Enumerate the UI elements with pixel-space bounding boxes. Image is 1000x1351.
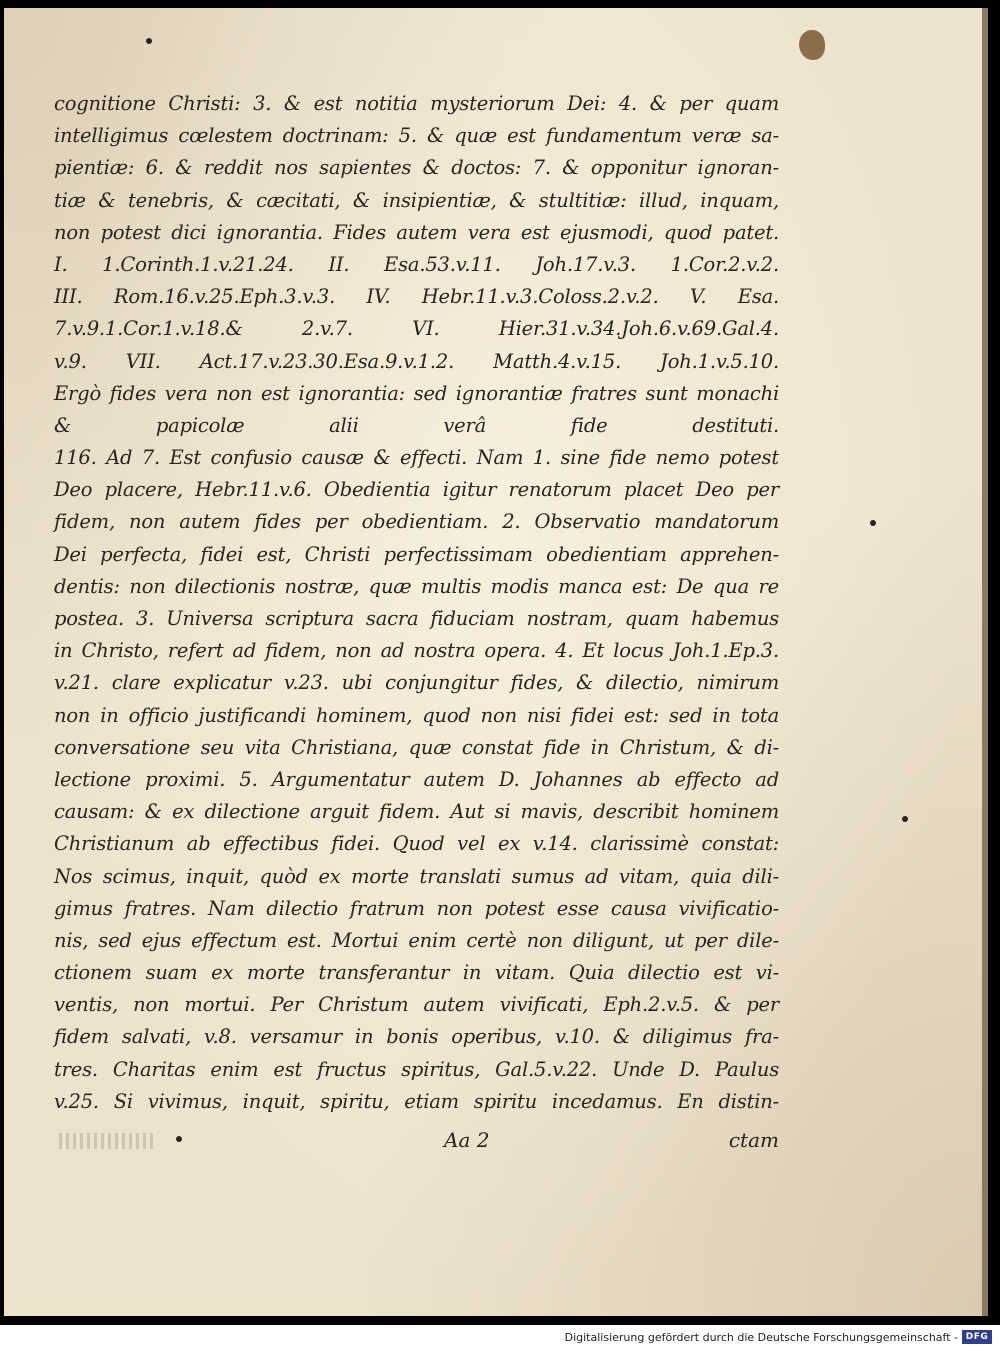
text-line: pientiæ: 6. & reddit nos sapientes & doctos: 7. & opponitur ignoran-: [54, 156, 779, 180]
text-line: non in officio justificandi hominem, quod non nisi fidei est: sed in tota: [54, 703, 779, 727]
page-footer: [434, 1128, 779, 1158]
credit-text: Digitalisierung gefördert durch die Deutsche Forschungsgemeinschaft -: [564, 1331, 958, 1344]
text-line: non potest dici ignorantia. Fides autem vera est ejusmodi, quod patet.: [54, 220, 779, 244]
text-line: nis, sed ejus effectum est. Mortui enim certè non diligunt, ut per dile-: [54, 928, 779, 952]
catchword: ctam: [728, 1128, 779, 1152]
ink-speck: [902, 816, 908, 822]
dfg-logo: DFG: [962, 1330, 992, 1344]
text-line: fidem, non autem fides per obedientiam. 2. Observatio mandatorum: [54, 510, 779, 534]
text-line: v.25. Si vivimus, inquit, spiritu, etiam spiritu incedamus. En distin-: [54, 1089, 779, 1113]
text-line: v.9. VII. Act.17.v.23.30.Esa.9.v.1.2. Matth.4.v.15. Joh.1.v.5.10.: [54, 349, 779, 373]
body-text: [54, 88, 779, 1118]
text-line: lectione proximi. 5. Argumentatur autem D. Johannes ab effecto ad: [54, 767, 779, 791]
text-line: intelligimus cœlestem doctrinam: 5. & quæ est fundamentum veræ sa-: [54, 124, 779, 148]
text-line: conversatione seu vita Christiana, quæ constat fide in Christum, & di-: [54, 735, 779, 759]
text-line: postea. 3. Universa scriptura sacra fiduciam nostram, quam habemus: [54, 607, 779, 630]
text-line: III. Rom.16.v.25.Eph.3.v.3. IV. Hebr.11.v.3.Coloss.2.v.2. V. Esa.: [54, 285, 779, 309]
text-line: causam: & ex dilectione arguit fidem. Aut si mavis, describit hominem: [54, 800, 779, 824]
text-line: v.21. clare explicatur v.23. ubi conjungitur fides, & dilectio, nimirum: [54, 671, 779, 695]
text-line: gimus fratres. Nam dilectio fratrum non potest esse causa vivificatio-: [54, 896, 779, 920]
text-line: fidem salvati, v.8. versamur in bonis operibus, v.10. & diligimus fra-: [54, 1025, 779, 1049]
text-line: Nos scimus, inquit, quòd ex morte translati sumus ad vitam, quia dili-: [54, 864, 779, 888]
text-line: Ergò fides vera non est ignorantia: sed ignorantiæ fratres sunt monachi: [54, 381, 779, 405]
text-line: dentis: non dilectionis nostræ, quæ multis modis manca est: De qua re: [54, 574, 779, 598]
text-line: tres. Charitas enim est fructus spiritus, Gal.5.v.22. Unde D. Paulus: [54, 1057, 779, 1081]
folio-stain: [799, 30, 825, 60]
text-line: tiæ & tenebris, & cæcitati, & insipientiæ, & stultitiæ: illud, inquam,: [54, 188, 779, 212]
text-line: ventis, non mortui. Per Christum autem vivificati, Eph.2.v.5. & per: [54, 993, 779, 1017]
faded-print-smudge: [59, 1133, 154, 1149]
signature-mark: Aa 2: [444, 1128, 490, 1152]
text-line: ctionem suam ex morte transferantur in vitam. Quia dilectio est vi-: [54, 961, 779, 985]
book-page: [4, 8, 988, 1316]
text-line: Dei perfecta, fidei est, Christi perfectissimam obedientiam apprehen-: [54, 542, 779, 566]
text-line: cognitione Christi: 3. & est notitia mysteriorum Dei: 4. & per quam: [54, 92, 779, 115]
ink-speck: [870, 520, 876, 526]
text-line: 7.v.9.1.Cor.1.v.18.& 2.v.7. VI. Hier.31.v.34.Joh.6.v.69.Gal.4.: [54, 317, 779, 341]
text-line: I. 1.Corinth.1.v.21.24. II. Esa.53.v.11. Joh.17.v.3. 1.Cor.2.v.2.: [54, 252, 779, 276]
digitization-credit-bar: [0, 1325, 1000, 1351]
text-line: Deo placere, Hebr.11.v.6. Obedientia igitur renatorum placet Deo per: [54, 478, 779, 502]
ink-speck: [176, 1136, 182, 1142]
text-line: & papicolæ alii verâ fide destituti.: [54, 413, 779, 437]
text-line: 116. Ad 7. Est confusio causæ & effecti. Nam 1. sine fide nemo potest: [54, 446, 779, 470]
ink-speck: [146, 38, 152, 44]
text-line: Christianum ab effectibus fidei. Quod vel ex v.14. clarissimè constat:: [54, 832, 779, 856]
text-line: in Christo, refert ad fidem, non ad nostra opera. 4. Et locus Joh.1.Ep.3.: [54, 639, 779, 663]
